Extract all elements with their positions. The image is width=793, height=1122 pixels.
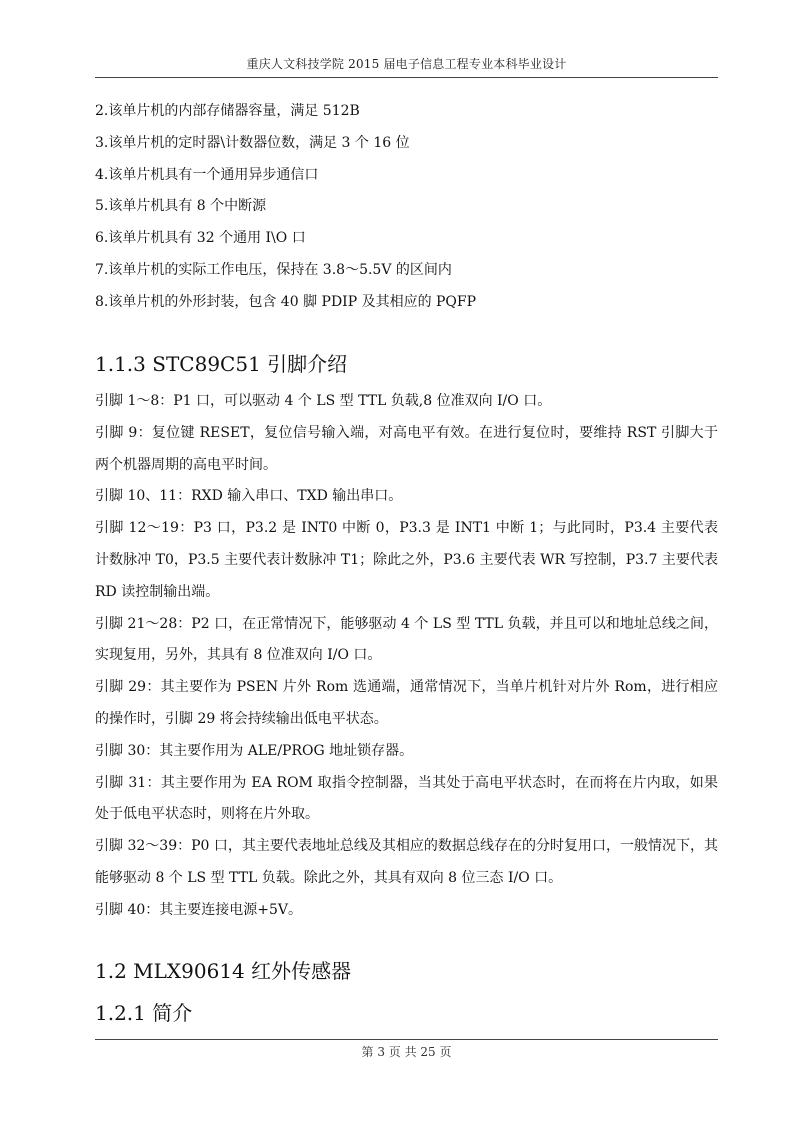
pin-paragraph: 引脚 30：其主要作用为 ALE/PROG 地址锁存器。 bbox=[95, 742, 414, 759]
pin-paragraph: 引脚 12～19：P3 口，P3.2 是 INT0 中断 0，P3.3 是 INT1 中断 1；与此同时，P3.4 主要代表计数脉冲 T0，P3.5 主要代表计数脉冲 T1；除此之外，P3.6 主要代表 WR 写控制，P3.7 主要代表 RD 读控制输出端。 bbox=[95, 520, 718, 600]
footer-divider bbox=[95, 1039, 718, 1040]
page-header: 重庆人文科技学院 2015 届电子信息工程专业本科毕业设计 bbox=[246, 57, 567, 71]
section-heading-1-1-3: 1.1.3 STC89C51 引脚介绍 bbox=[95, 352, 348, 376]
section-heading-1-2: 1.2 MLX90614 红外传感器 bbox=[95, 959, 352, 983]
spec-item: 5.该单片机具有 8 个中断源 bbox=[95, 198, 267, 215]
page-number: 第 3 页 共 25 页 bbox=[361, 1045, 452, 1059]
pin-paragraph: 引脚 1～8：P1 口，可以驱动 4 个 LS 型 TTL 负载,8 位准双向 I/O 口。 bbox=[95, 393, 552, 409]
header-divider bbox=[95, 77, 718, 78]
pin-paragraph: 引脚 32～39：P0 口，其主要代表地址总线及其相应的数据总线存在的分时复用口，一般情况下，其能够驱动 8 个 LS 型 TTL 负载。除此之外，其具有双向 8 位三态 I/O 口。 bbox=[95, 838, 718, 886]
pin-paragraph: 引脚 31：其主要作用为 EA ROM 取指令控制器，当其处于高电平状态时，在而将在片内取，如果处于低电平状态时，则将在片外取。 bbox=[95, 774, 718, 823]
pin-paragraph: 引脚 21～28：P2 口，在正常情况下，能够驱动 4 个 LS 型 TTL 负载，并且可以和地址总线之间，实现复用，另外，其具有 8 位准双向 I/O 口。 bbox=[95, 615, 718, 664]
spec-item: 7.该单片机的实际工作电压，保持在 3.8～5.5V 的区间内 bbox=[95, 261, 452, 278]
pin-paragraph: 引脚 40：其主要连接电源+5V。 bbox=[95, 901, 303, 918]
pin-paragraph: 引脚 29：其主要作为 PSEN 片外 Rom 选通端，通常情况下，当单片机针对片外 Rom，进行相应的操作时，引脚 29 将会持续输出低电平状态。 bbox=[95, 679, 718, 727]
spec-item: 8.该单片机的外形封装，包含 40 脚 PDIP 及其相应的 PQFP bbox=[95, 293, 477, 310]
pin-paragraph: 引脚 10、11：RXD 输入串口、TXD 输出串口。 bbox=[95, 488, 403, 505]
section-heading-1-2-1: 1.2.1 简介 bbox=[95, 1001, 193, 1025]
pin-description-list bbox=[95, 386, 718, 927]
spec-list bbox=[95, 96, 718, 319]
spec-item: 6.该单片机具有 32 个通用 I\O 口 bbox=[95, 230, 306, 247]
spec-item: 2.该单片机的内部存储器容量，满足 512B bbox=[95, 103, 360, 119]
pin-paragraph: 引脚 9：复位键 RESET，复位信号输入端，对高电平有效。在进行复位时，要维持 RST 引脚大于两个机器周期的高电平时间。 bbox=[95, 424, 718, 473]
spec-item: 4.该单片机具有一个通用异步通信口 bbox=[95, 166, 319, 183]
spec-item: 3.该单片机的定时器\计数器位数，满足 3 个 16 位 bbox=[95, 134, 410, 151]
